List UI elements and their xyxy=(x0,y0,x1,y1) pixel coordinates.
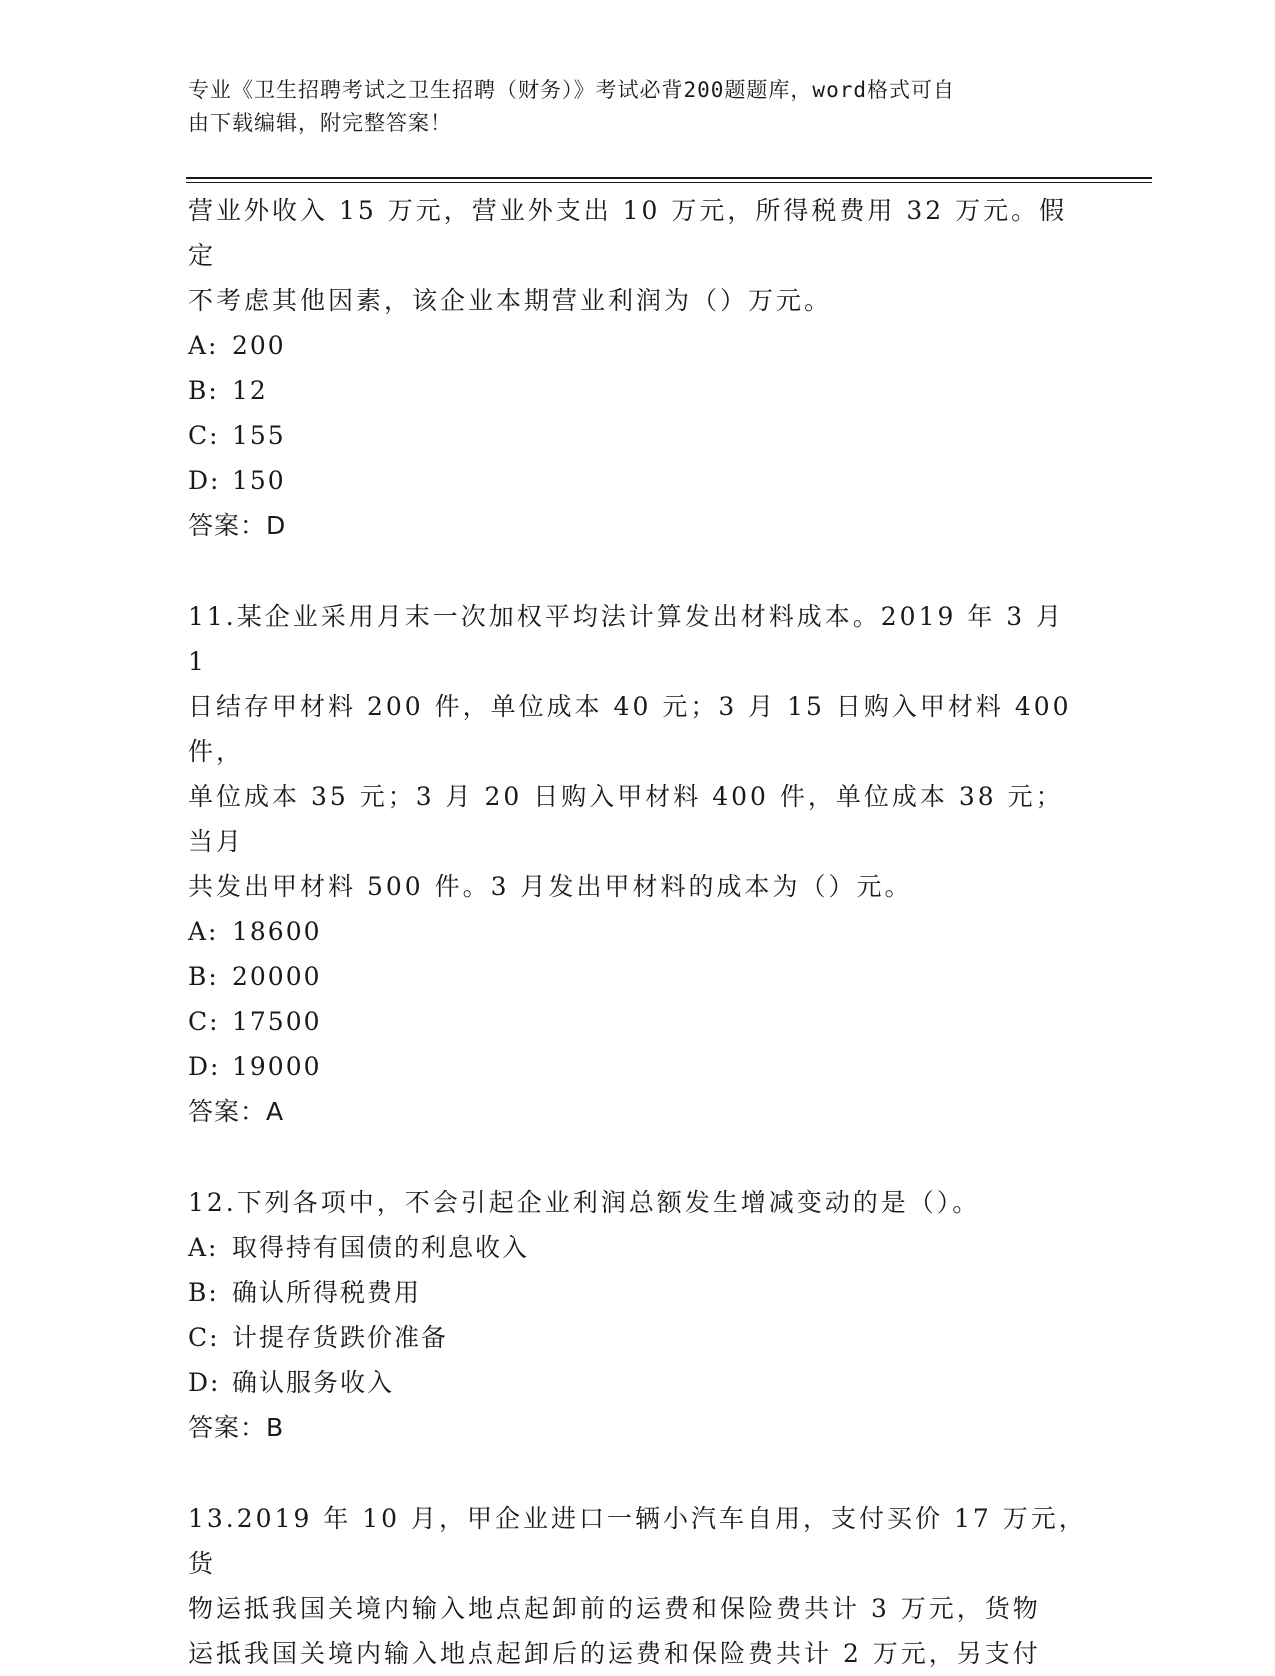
question-line: 物运抵我国关境内输入地点起卸前的运费和保险费共计 3 万元，货物 xyxy=(188,1594,1041,1623)
option-b xyxy=(188,368,1088,413)
answer-line: 答案：B xyxy=(188,1413,285,1442)
option-text: 计提存货跌价准备 xyxy=(232,1323,449,1352)
question-line: 运抵我国关境内输入地点起卸后的运费和保险费共计 2 万元，另支付 xyxy=(188,1639,1041,1668)
question-line: 12.下列各项中，不会引起企业利润总额发生增减变动的是（）。 xyxy=(188,1188,981,1217)
document-header xyxy=(188,74,1068,140)
option-letter: B: xyxy=(188,1278,219,1307)
option-text: 20000 xyxy=(232,962,322,991)
answer-line: 答案：D xyxy=(188,511,287,540)
option-text: 17500 xyxy=(232,1007,322,1036)
option-text: 确认服务收入 xyxy=(232,1368,395,1397)
option-text: 确认所得税费用 xyxy=(232,1278,422,1307)
option-text: 150 xyxy=(232,466,286,495)
option-d xyxy=(188,1044,1088,1089)
option-letter: D: xyxy=(188,466,221,495)
option-text: 19000 xyxy=(232,1052,322,1081)
header-divider-thick xyxy=(186,177,1152,179)
question-10 xyxy=(188,188,1088,548)
option-text: 200 xyxy=(232,331,286,360)
option-text: 取得持有国债的利息收入 xyxy=(232,1233,530,1262)
option-letter: C: xyxy=(188,421,220,450)
option-a xyxy=(188,909,1088,954)
option-c xyxy=(188,413,1088,458)
header-line-1: 专业《卫生招聘考试之卫生招聘（财务）》考试必背200题题库，word格式可自 xyxy=(188,78,955,102)
option-letter: A: xyxy=(188,331,219,360)
question-line: 共发出甲材料 500 件。3 月发出甲材料的成本为（）元。 xyxy=(188,872,913,901)
option-letter: C: xyxy=(188,1007,220,1036)
option-text: 12 xyxy=(232,376,268,405)
option-a xyxy=(188,1225,1088,1270)
option-b xyxy=(188,954,1088,999)
option-text: 155 xyxy=(232,421,286,450)
option-a xyxy=(188,323,1088,368)
option-b xyxy=(188,1270,1088,1315)
option-letter: B: xyxy=(188,376,219,405)
header-line-2: 由下载编辑，附完整答案！ xyxy=(188,111,452,135)
spacer xyxy=(188,548,1088,594)
question-11 xyxy=(188,594,1088,1134)
question-13 xyxy=(188,1496,1088,1676)
option-letter: D: xyxy=(188,1368,221,1397)
option-letter: C: xyxy=(188,1323,220,1352)
question-line: 日结存甲材料 200 件，单位成本 40 元；3 月 15 日购入甲材料 400 件， xyxy=(188,692,1072,766)
question-list xyxy=(188,188,1088,1676)
spacer xyxy=(188,1450,1088,1496)
question-line: 13.2019 年 10 月，甲企业进口一辆小汽车自用，支付买价 17 万元，货 xyxy=(188,1504,1087,1578)
question-line: 营业外收入 15 万元，营业外支出 10 万元，所得税费用 32 万元。假定 xyxy=(188,196,1068,270)
option-text: 18600 xyxy=(232,917,322,946)
option-letter: D: xyxy=(188,1052,221,1081)
option-letter: B: xyxy=(188,962,219,991)
question-line: 不考虑其他因素，该企业本期营业利润为（）万元。 xyxy=(188,286,833,315)
question-12 xyxy=(188,1180,1088,1450)
option-d xyxy=(188,1360,1088,1405)
answer-line: 答案：A xyxy=(188,1097,285,1126)
option-d xyxy=(188,458,1088,503)
question-line: 单位成本 35 元；3 月 20 日购入甲材料 400 件，单位成本 38 元；当月 xyxy=(188,782,1064,856)
option-c xyxy=(188,999,1088,1044)
header-divider-thin xyxy=(186,182,1152,183)
option-letter: A: xyxy=(188,917,219,946)
question-line: 11.某企业采用月末一次加权平均法计算发出材料成本。2019 年 3 月 1 xyxy=(188,602,1065,676)
spacer xyxy=(188,1134,1088,1180)
option-c xyxy=(188,1315,1088,1360)
option-letter: A: xyxy=(188,1233,219,1262)
